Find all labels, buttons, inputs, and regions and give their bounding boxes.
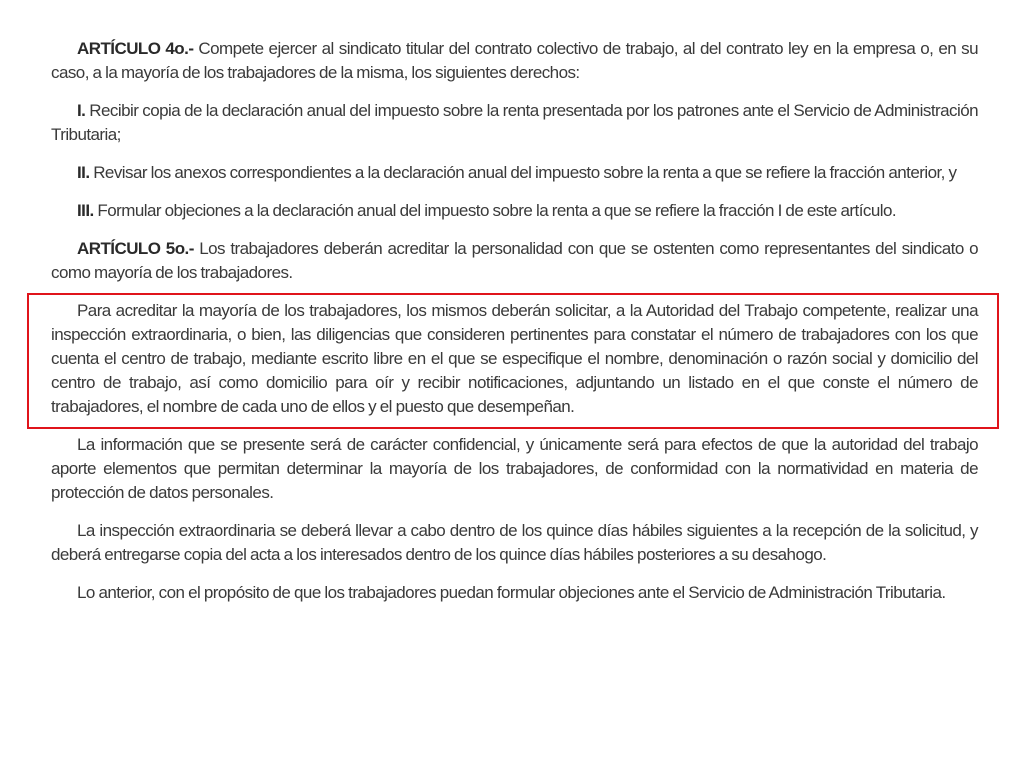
article-4-text: Compete ejercer al sindicato titular del contrato colectivo de trabajo, al del contrato ley en la empresa o, en su caso, a la mayoría de los trabajadores de la misma, los siguientes derechos: (51, 39, 978, 82)
confidential-paragraph: La información que se presente será de carácter confidencial, y únicamente será para efectos de que la autoridad del trabajo aporte elementos que permitan determinar la mayoría de los trabajadores, de conformidad con la normatividad en materia de protección de datos personales. (51, 435, 978, 502)
fraction-1-label: I. (77, 101, 86, 120)
fraction-3-label: III. (77, 201, 94, 220)
closing-paragraph: Lo anterior, con el propósito de que los trabajadores puedan formular objeciones ante el Servicio de Administración Tributaria. (77, 583, 946, 602)
article-5-label: ARTÍCULO 5o.- (77, 239, 194, 258)
inspection-paragraph: La inspección extraordinaria se deberá llevar a cabo dentro de los quince días hábiles siguientes a la recepción de la solicitud, y deberá entregarse copia del acta a los interesados dentro de los quince días hábiles posteriores a su desahogo. (51, 521, 978, 564)
document-body (51, 37, 978, 619)
article-4-paragraph (51, 37, 978, 85)
fraction-1-paragraph (51, 99, 978, 147)
article-4-label: ARTÍCULO 4o.- (77, 39, 194, 58)
article-5-text: Los trabajadores deberán acreditar la personalidad con que se ostenten como representantes del sindicato o como mayoría de los trabajadores. (51, 239, 978, 282)
highlighted-paragraph: Para acreditar la mayoría de los trabajadores, los mismos deberán solicitar, a la Autoridad del Trabajo competente, realizar una inspección extraordinaria, o bien, las diligencias que consideren pertinentes para constatar el número de trabajadores con los que cuenta el centro de trabajo, mediante escrito libre en el que se especifique el nombre, denominación o razón social y domicilio del centro de trabajo, así como domicilio para oír y recibir notificaciones, adjuntando un listado en el que conste el número de trabajadores, el nombre de cada uno de ellos y el puesto que desempeñan. (51, 301, 978, 416)
fraction-3-text: Formular objeciones a la declaración anual del impuesto sobre la renta a que se refiere la fracción I de este artículo. (93, 201, 897, 220)
highlighted-section (51, 299, 978, 419)
fraction-3-paragraph (51, 199, 978, 223)
fraction-2-paragraph (51, 161, 978, 185)
fraction-2-label: II. (77, 163, 90, 182)
fraction-1-text: Recibir copia de la declaración anual del impuesto sobre la renta presentada por los patrones ante el Servicio de Administración Tributaria; (51, 101, 978, 144)
fraction-2-text: Revisar los anexos correspondientes a la declaración anual del impuesto sobre la renta a que se refiere la fracción anterior, y (89, 163, 957, 182)
article-5-paragraph (51, 237, 978, 285)
